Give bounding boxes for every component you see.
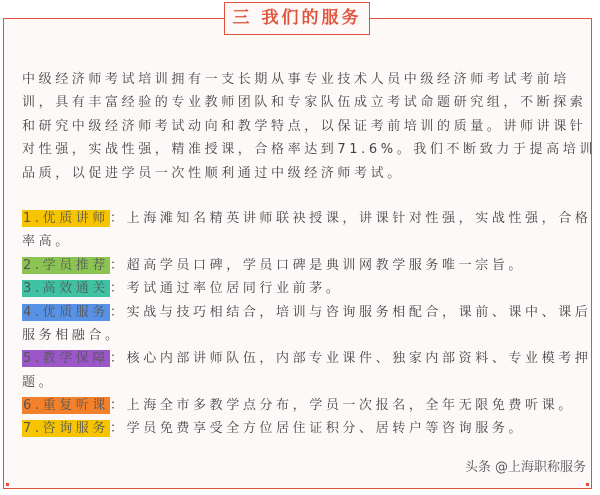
item-text: ：上海滩知名精英讲师联袂授课，讲课针对性强，实战性强，合格 bbox=[110, 210, 592, 226]
item-label: 4.优质服务 bbox=[23, 304, 110, 320]
item-label: 1.优质讲师 bbox=[23, 210, 110, 226]
intro-line: 对性强，实战性强，精准授课，合格率达到71.6%。我们不断致力于提高培训 bbox=[22, 142, 596, 158]
item-label: 3.高效通关 bbox=[23, 281, 110, 297]
intro-line: 训，具有丰富经验的专业教师团队和专家队伍成立考试命题研究组，不断探索 bbox=[22, 95, 587, 111]
item-text: 服务相融合。 bbox=[22, 327, 122, 343]
item-text: ：实战与技巧相结合，培训与咨询服务相配合，课前、课中、课后 bbox=[110, 304, 592, 320]
item-text: 率高。 bbox=[22, 234, 72, 250]
item-text: ：学员免费享受全方位居住证积分、居转户等咨询服务。 bbox=[110, 421, 526, 437]
item-label: 2.学员推荐 bbox=[23, 257, 110, 273]
item-text: ：核心内部讲师队伍，内部专业课件、独家内部资料、专业模考押 bbox=[110, 351, 592, 367]
section-title: 三 我们的服务 bbox=[224, 2, 370, 35]
list-item bbox=[22, 394, 582, 417]
item-text: ：超高学员口碑，学员口碑是典训网教学服务唯一宗旨。 bbox=[110, 257, 526, 273]
watermark: 头条 @上海职称服务 bbox=[464, 460, 586, 475]
list-item bbox=[22, 277, 582, 300]
item-text: ：上海全市多教学点分布，学员一次报名，全年无限免费听课。 bbox=[110, 398, 575, 414]
item-text: 题。 bbox=[22, 374, 56, 390]
item-label: 5.教学保障 bbox=[23, 351, 110, 367]
service-list bbox=[22, 207, 592, 441]
corner-dot bbox=[6, 483, 9, 486]
content bbox=[22, 68, 596, 441]
item-text: ：考试通过率位居同行业前茅。 bbox=[110, 281, 343, 297]
corner-dot bbox=[586, 483, 589, 486]
item-label: 6.重复听课 bbox=[23, 398, 110, 414]
intro-line: 品质，以促进学员一次性顺利通过中级经济师考试。 bbox=[22, 165, 404, 181]
list-item bbox=[22, 301, 592, 348]
item-label: 7.咨询服务 bbox=[23, 421, 110, 437]
list-item bbox=[22, 207, 592, 254]
list-item bbox=[22, 254, 582, 277]
list-item bbox=[22, 417, 582, 440]
intro-paragraph bbox=[22, 68, 596, 185]
list-item bbox=[22, 347, 592, 394]
intro-line: 和研究中级经济师考试动向和教学特点，以保证考前培训的质量。讲师讲课针 bbox=[22, 118, 587, 134]
intro-line: 中级经济师考试培训拥有一支长期从事专业技术人员中级经济师考试考前培 bbox=[22, 72, 570, 87]
